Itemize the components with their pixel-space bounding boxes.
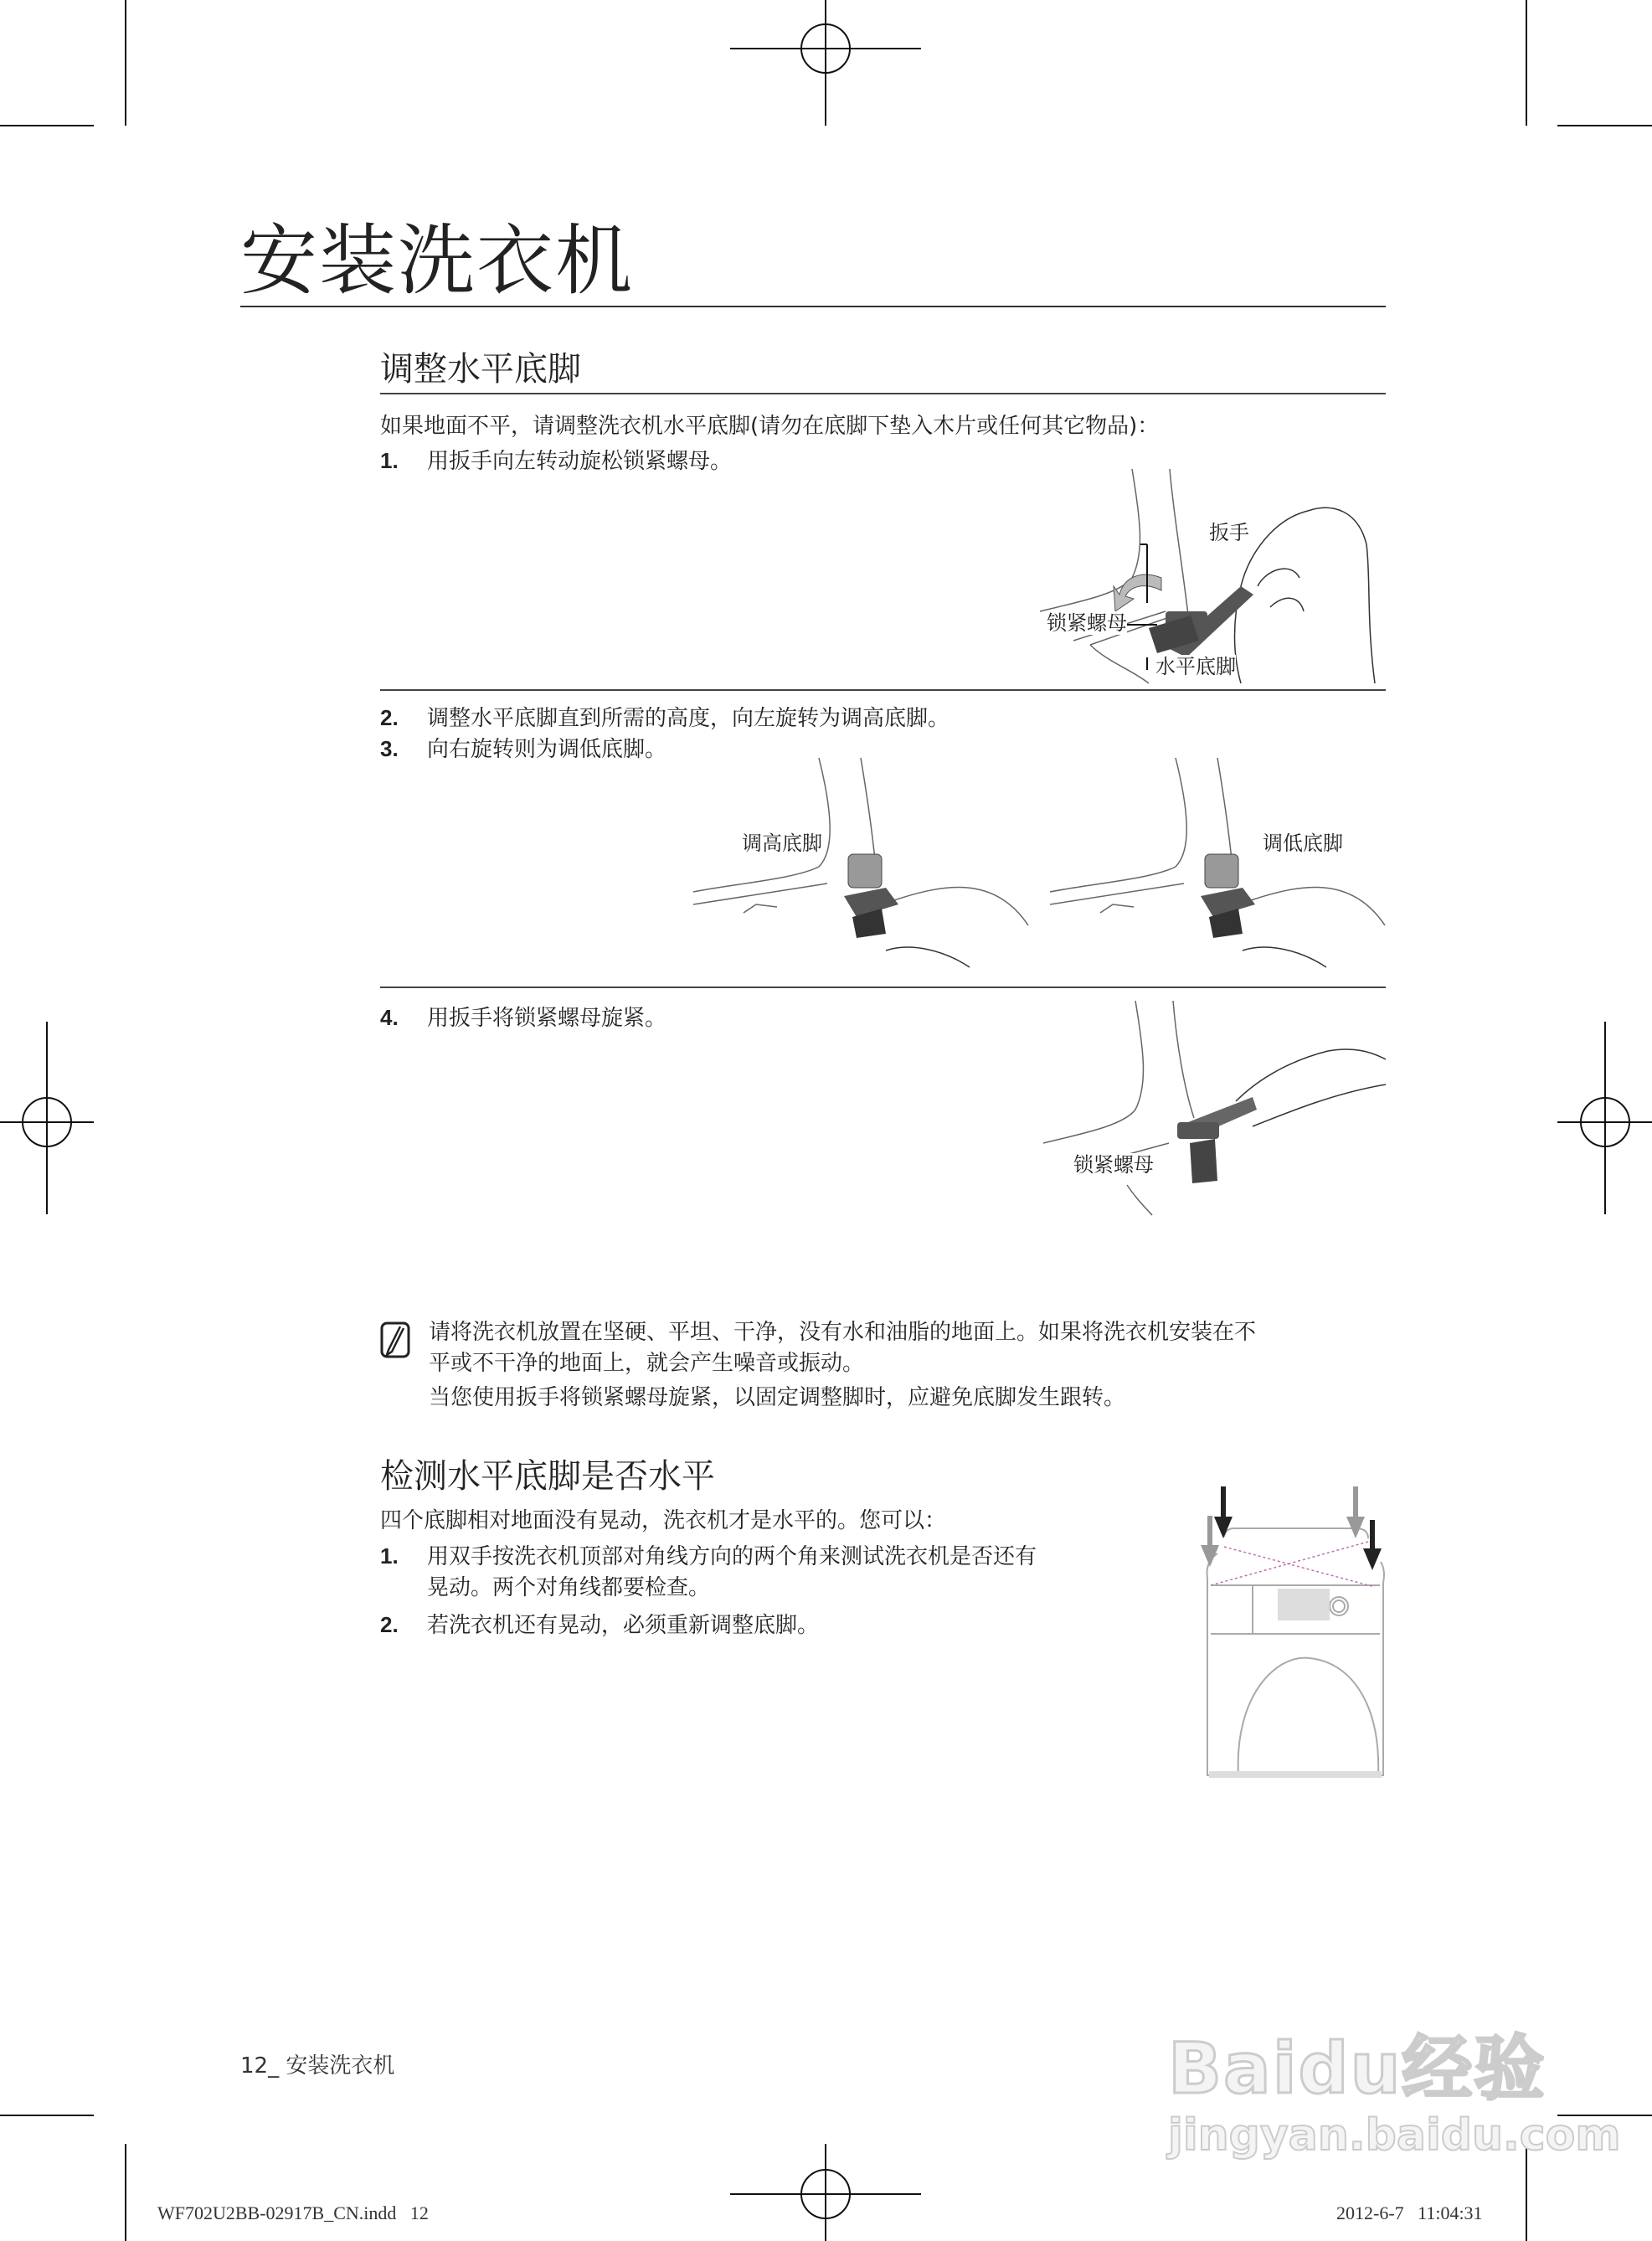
step-number: 3. <box>380 736 399 761</box>
section2-step-1 <box>380 1543 1037 1570</box>
baidu-watermark <box>1168 1993 1621 2186</box>
step-number: 2. <box>380 705 399 730</box>
label-lock-nut: 锁紧螺母 <box>1047 611 1127 635</box>
section2-step-2 <box>380 1611 819 1639</box>
footer-file-name: WF702U2BB-02917B_CN.indd 12 <box>157 2202 429 2223</box>
step-text: 用双手按洗衣机顶部对角线方向的两个角来测试洗衣机是否还有 <box>427 1544 1037 1569</box>
step-number: 4. <box>380 1005 399 1030</box>
figure-loosen-lock-nut <box>1040 469 1386 683</box>
label-lower-foot: 调低底脚 <box>1263 832 1343 855</box>
footer-page-label: 12_ 安装洗衣机 <box>240 2053 395 2079</box>
step-text: 向右旋转则为调低底脚。 <box>427 737 667 762</box>
figure-lower-foot <box>1050 758 1386 979</box>
watermark-url: jingyan.baidu.com <box>1168 2110 1621 2161</box>
label-wrench: 扳手 <box>1209 521 1249 544</box>
note-line-1: 请将洗衣机放置在坚硬、平坦、干净，没有水和油脂的地面上。如果将洗衣机安装在不 <box>429 1320 1257 1345</box>
label-raise-foot: 调高底脚 <box>742 832 822 855</box>
step-number: 1. <box>380 448 399 473</box>
step-3 <box>380 735 666 763</box>
section-divider <box>380 393 1386 394</box>
section-heading-adjust-feet: 调整水平底脚 <box>380 350 581 389</box>
section2-intro: 四个底脚相对地面没有晃动，洗衣机才是水平的。您可以： <box>380 1508 947 1533</box>
watermark-brand: Baidu经验 <box>1168 2027 1546 2110</box>
note-line-2: 平或不干净的地面上，就会产生噪音或振动。 <box>429 1351 865 1376</box>
step-2 <box>380 704 950 732</box>
step-number: 2. <box>380 1612 399 1637</box>
figure-washer-diagonal-test <box>1201 1486 1386 1786</box>
label-leveling-foot: 水平底脚 <box>1155 655 1236 678</box>
step-divider <box>380 689 1386 691</box>
footer-timestamp: 2012-6-7 11:04:31 <box>1336 2202 1483 2223</box>
step-text: 调整水平底脚直到所需的高度，向左旋转为调高底脚。 <box>427 706 950 731</box>
step-text: 若洗衣机还有晃动，必须重新调整底脚。 <box>427 1613 820 1638</box>
page-title: 安装洗衣机 <box>240 216 635 306</box>
title-divider <box>240 306 1386 307</box>
step-number: 1. <box>380 1543 399 1569</box>
note-line-3: 当您使用扳手将锁紧螺母旋紧，以固定调整脚时，应避免底脚发生跟转。 <box>429 1385 1126 1410</box>
step-4 <box>380 1004 666 1032</box>
step-divider <box>380 987 1386 988</box>
step-1 <box>380 447 732 475</box>
figure-tighten-lock-nut <box>1043 1001 1386 1215</box>
section-intro: 如果地面不平，请调整洗衣机水平底脚(请勿在底脚下垫入木片或任何其它物品)： <box>380 414 1160 439</box>
step-text: 用扳手将锁紧螺母旋紧。 <box>427 1006 667 1031</box>
figure-raise-foot <box>693 758 1029 979</box>
label-lock-nut-tighten: 锁紧螺母 <box>1073 1153 1154 1177</box>
section2-step-1-cont: 晃动。两个对角线都要检查。 <box>427 1575 711 1600</box>
note-pencil-icon <box>380 1321 410 1358</box>
step-text: 用扳手向左转动旋松锁紧螺母。 <box>427 449 733 474</box>
section-heading-check-level: 检测水平底脚是否水平 <box>380 1457 715 1496</box>
